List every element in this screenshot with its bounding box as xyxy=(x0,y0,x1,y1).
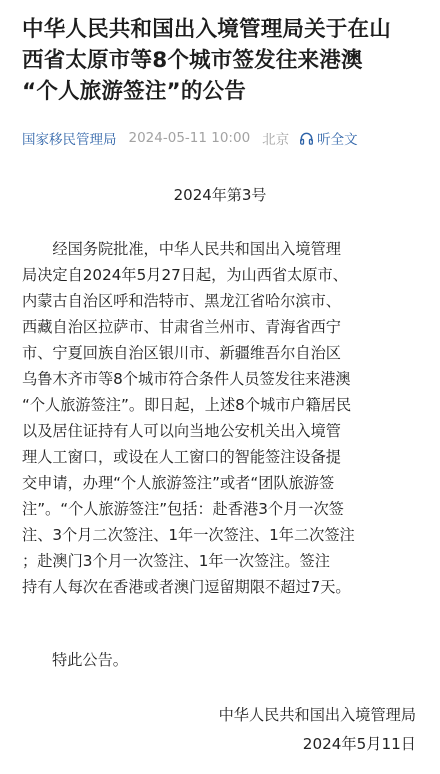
body-line: 局决定自2024年5月27日起，为山西省太原市、 xyxy=(22,266,348,284)
listen-button[interactable] xyxy=(299,128,358,148)
publish-location: 北京 xyxy=(262,132,290,148)
body-line: ；赴澳门3个月一次签注、1年一次签注。签注 xyxy=(22,552,330,570)
signature-date: 2024年5月11日 xyxy=(302,735,416,753)
body-line: 经国务院批准，中华人民共和国出入境管理 xyxy=(22,240,341,258)
title-line: “个人旅游签注”的公告 xyxy=(22,79,246,104)
body-line: 注”。“个人旅游签注”包括：赴香港3个月一次签 xyxy=(22,500,344,518)
body-line: 交申请，办理“个人旅游签注”或者“团队旅游签 xyxy=(22,474,335,492)
announcement-body xyxy=(22,236,422,600)
body-line: 乌鲁木齐市等8个城市符合条件人员签发往来港澳 xyxy=(22,370,351,388)
body-line: 西藏自治区拉萨市、甘肃省兰州市、青海省西宁 xyxy=(22,318,341,336)
body-line: 内蒙古自治区呼和浩特市、黑龙江省哈尔滨市、 xyxy=(22,292,341,310)
body-line: “个人旅游签注”。即日起，上述8个城市户籍居民 xyxy=(22,396,352,414)
body-line: 以及居住证持有人可以向当地公安机关出入境管 xyxy=(22,422,341,440)
document-number: 2024年第3号 xyxy=(173,186,267,204)
article-meta xyxy=(22,128,358,148)
headphone-icon xyxy=(299,131,314,146)
publish-time: 2024-05-11 10:00 xyxy=(128,130,251,146)
listen-label: 听全文 xyxy=(317,132,358,148)
body-line: 注、3个月二次签注、1年一次签注、1年二次签注 xyxy=(22,526,355,544)
article-title xyxy=(22,14,422,107)
source-link[interactable]: 国家移民管理局 xyxy=(22,132,117,148)
closing-statement: 特此公告。 xyxy=(52,651,128,669)
body-line: 理人工窗口，或设在人工窗口的智能签注设备提 xyxy=(22,448,341,466)
signature-organization: 中华人民共和国出入境管理局 xyxy=(218,706,416,724)
body-line: 市、宁夏回族自治区银川市、新疆维吾尔自治区 xyxy=(22,344,341,362)
body-line: 持有人每次在香港或者澳门逗留期限不超过7天。 xyxy=(22,578,351,596)
title-line: 中华人民共和国出入境管理局关于在山 xyxy=(22,17,391,42)
title-line: 西省太原市等8个城市签发往来港澳 xyxy=(22,48,363,73)
